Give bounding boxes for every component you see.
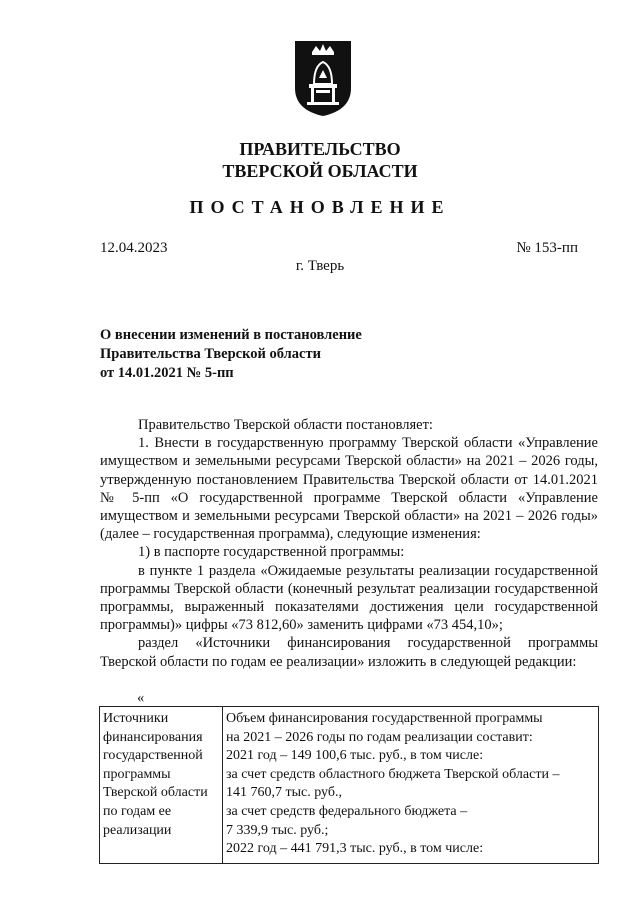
- body-paragraph: Правительство Тверской области постановляет:: [138, 417, 433, 433]
- subject-line: О внесении изменений в постановление: [100, 327, 362, 343]
- cell-line: финансирования: [103, 729, 203, 745]
- cell-line: за счет средств федерального бюджета –: [226, 803, 468, 819]
- table-cell-content: [223, 707, 599, 864]
- cell-line: Объем финансирования государственной программы: [226, 711, 543, 726]
- body-paragraph: 1) в паспорте государственной программы:: [138, 544, 405, 561]
- opening-quote-mark: «: [137, 690, 145, 706]
- subject-line: Правительства Тверской области: [100, 346, 321, 362]
- cell-line: Источники: [103, 711, 169, 726]
- financing-table: [99, 706, 599, 864]
- document-body: [100, 416, 598, 671]
- document-type: ПОСТАНОВЛЕНИЕ: [189, 197, 451, 217]
- document-number: № 153-пп: [516, 240, 578, 256]
- body-paragraph: 1. Внести в государственную программу Тверской области «Управление имуществом и земельными ресурсами Тверской области» на 2021 – 2026 годы, утвержденную постановлением Правительства Тверской области от 14.01.2021 № 5-пп «О государственной программе Тверской области «Управление имуществом и земельными ресурсами Тверской области» на 2021 – 2026 годы» (далее – государственная программа), следующие изменения:: [100, 435, 598, 543]
- body-paragraph: в пункте 1 раздела «Ожидаемые результаты реализации государственной программы Тверской области (конечный результат реализации государственной программы, выраженный показателями достижения цели государственной программы)» цифры «73 812,60» заменить цифрами «73 454,10»;: [100, 562, 598, 634]
- document-date: 12.04.2023: [100, 240, 168, 256]
- cell-line: 141 760,7 тыс. руб.,: [226, 785, 342, 801]
- table-cell-label: [100, 707, 223, 864]
- cell-line: программы: [103, 766, 171, 782]
- cell-line: государственной: [103, 748, 203, 764]
- cell-line: за счет средств областного бюджета Тверской области –: [226, 766, 560, 782]
- cell-line: на 2021 – 2026 годы по годам реализации составит:: [226, 729, 533, 745]
- document-subject: [100, 326, 362, 383]
- body-paragraph: раздел «Источники финансирования государственной программы Тверской области по годам ее реализации» изложить в следующей редакции:: [100, 635, 598, 670]
- coat-of-arms-icon: [292, 38, 354, 118]
- government-title-line2: ТВЕРСКОЙ ОБЛАСТИ: [222, 161, 418, 181]
- government-title-line1: ПРАВИТЕЛЬСТВО: [239, 139, 401, 159]
- cell-line: по годам ее: [103, 803, 172, 819]
- cell-line: 2021 год – 149 100,6 тыс. руб., в том числе:: [226, 748, 484, 764]
- cell-line: реализации: [103, 822, 172, 838]
- cell-line: 7 339,9 тыс. руб.;: [226, 822, 329, 838]
- cell-line: Тверской области: [103, 785, 208, 801]
- table-row: [100, 707, 599, 864]
- document-city: г. Тверь: [295, 258, 345, 274]
- cell-line: 2022 год – 441 791,3 тыс. руб., в том числе:: [226, 841, 484, 857]
- subject-line: от 14.01.2021 № 5-пп: [100, 365, 234, 381]
